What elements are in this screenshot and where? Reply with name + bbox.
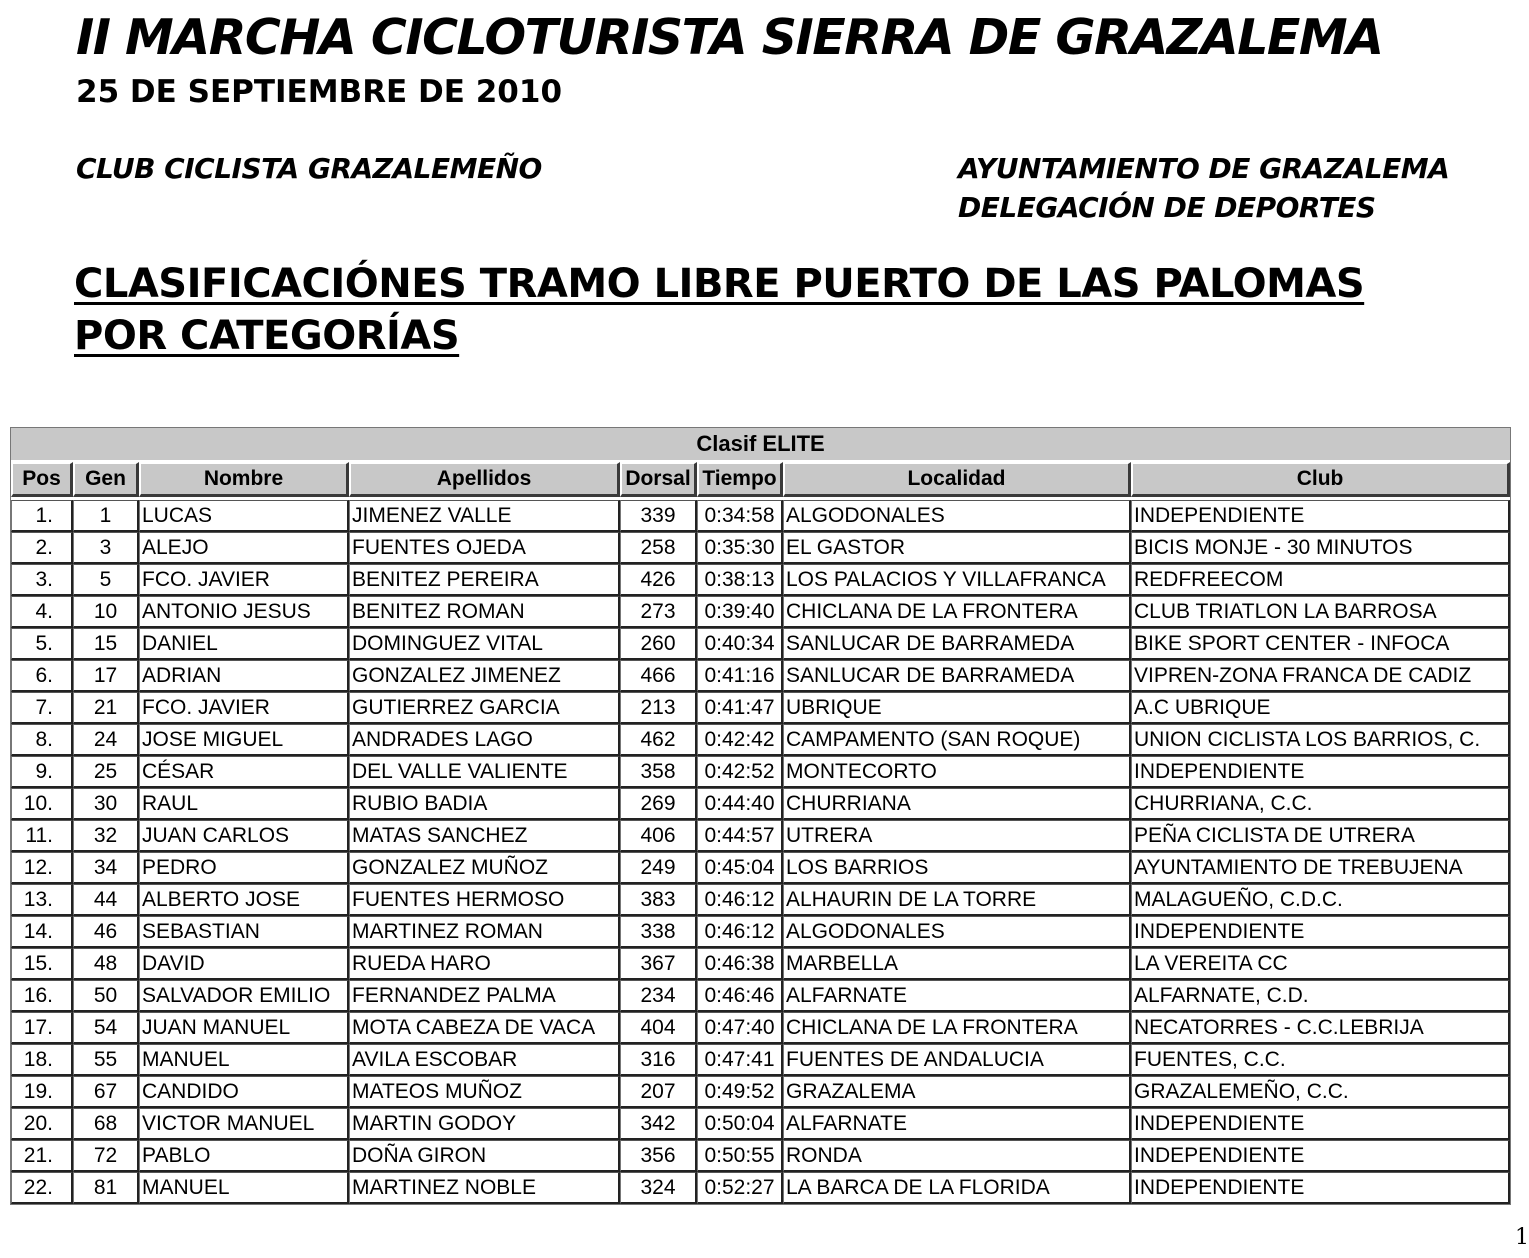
table-row [11, 724, 1510, 756]
results-table [10, 427, 1511, 1205]
cell-nombre: ALBERTO JOSE [139, 884, 349, 916]
cell-apellidos: MATAS SANCHEZ [349, 820, 620, 852]
cell-nombre: DANIEL [139, 628, 349, 660]
cell-nombre: SALVADOR EMILIO [139, 980, 349, 1012]
organizer-club: CLUB CICLISTA GRAZALEMEÑO [76, 152, 542, 185]
column-header-localidad: Localidad [783, 462, 1131, 497]
cell-dorsal: 207 [620, 1076, 697, 1108]
table-row [11, 564, 1510, 596]
cell-localidad: ALGODONALES [783, 500, 1131, 532]
cell-club: INDEPENDIENTE [1131, 500, 1510, 532]
cell-nombre: RAUL [139, 788, 349, 820]
cell-gen: 50 [73, 980, 139, 1012]
organizer-delegacion: DELEGACIÓN DE DEPORTES [958, 191, 1376, 224]
cell-pos: 13. [11, 884, 73, 916]
cell-nombre: FCO. JAVIER [139, 564, 349, 596]
column-header-club: Club [1131, 462, 1510, 497]
cell-apellidos: RUEDA HARO [349, 948, 620, 980]
table-row [11, 660, 1510, 692]
cell-nombre: ANTONIO JESUS [139, 596, 349, 628]
cell-dorsal: 339 [620, 500, 697, 532]
cell-pos: 3. [11, 564, 73, 596]
cell-nombre: PABLO [139, 1140, 349, 1172]
cell-apellidos: GONZALEZ MUÑOZ [349, 852, 620, 884]
table-row [11, 980, 1510, 1012]
cell-tiempo: 0:46:46 [697, 980, 783, 1012]
cell-dorsal: 316 [620, 1044, 697, 1076]
cell-dorsal: 273 [620, 596, 697, 628]
cell-pos: 22. [11, 1172, 73, 1204]
cell-gen: 32 [73, 820, 139, 852]
cell-nombre: PEDRO [139, 852, 349, 884]
cell-club: UNION CICLISTA LOS BARRIOS, C. [1131, 724, 1510, 756]
cell-club: INDEPENDIENTE [1131, 1172, 1510, 1204]
cell-apellidos: MATEOS MUÑOZ [349, 1076, 620, 1108]
cell-nombre: VICTOR MANUEL [139, 1108, 349, 1140]
cell-dorsal: 406 [620, 820, 697, 852]
cell-gen: 30 [73, 788, 139, 820]
cell-dorsal: 426 [620, 564, 697, 596]
cell-club: PEÑA CICLISTA DE UTRERA [1131, 820, 1510, 852]
cell-pos: 14. [11, 916, 73, 948]
cell-localidad: CHICLANA DE LA FRONTERA [783, 596, 1131, 628]
cell-gen: 10 [73, 596, 139, 628]
cell-nombre: DAVID [139, 948, 349, 980]
table-row [11, 948, 1510, 980]
cell-club: GRAZALEMEÑO, C.C. [1131, 1076, 1510, 1108]
cell-club: MALAGUEÑO, C.D.C. [1131, 884, 1510, 916]
cell-apellidos: MARTINEZ NOBLE [349, 1172, 620, 1204]
category-header: Clasif ELITE [11, 428, 1510, 462]
cell-pos: 6. [11, 660, 73, 692]
cell-tiempo: 0:47:41 [697, 1044, 783, 1076]
cell-pos: 5. [11, 628, 73, 660]
cell-club: VIPREN-ZONA FRANCA DE CADIZ [1131, 660, 1510, 692]
cell-localidad: LOS BARRIOS [783, 852, 1131, 884]
column-header-pos: Pos [11, 462, 73, 497]
cell-pos: 7. [11, 692, 73, 724]
cell-tiempo: 0:46:12 [697, 916, 783, 948]
cell-nombre: JUAN MANUEL [139, 1012, 349, 1044]
cell-pos: 11. [11, 820, 73, 852]
column-header-tiempo: Tiempo [697, 462, 783, 497]
cell-localidad: ALGODONALES [783, 916, 1131, 948]
table-row [11, 596, 1510, 628]
cell-club: INDEPENDIENTE [1131, 1108, 1510, 1140]
cell-club: CHURRIANA, C.C. [1131, 788, 1510, 820]
cell-gen: 25 [73, 756, 139, 788]
cell-localidad: ALFARNATE [783, 980, 1131, 1012]
cell-pos: 21. [11, 1140, 73, 1172]
cell-club: INDEPENDIENTE [1131, 916, 1510, 948]
cell-apellidos: MARTINEZ ROMAN [349, 916, 620, 948]
cell-nombre: SEBASTIAN [139, 916, 349, 948]
cell-apellidos: BENITEZ PEREIRA [349, 564, 620, 596]
cell-tiempo: 0:38:13 [697, 564, 783, 596]
cell-pos: 20. [11, 1108, 73, 1140]
classification-heading-line1: CLASIFICACIÓNES TRAMO LIBRE PUERTO DE LAS PALOMAS [74, 261, 1365, 307]
classification-heading [74, 258, 1364, 362]
cell-localidad: GRAZALEMA [783, 1076, 1131, 1108]
table-row [11, 1012, 1510, 1044]
cell-localidad: MONTECORTO [783, 756, 1131, 788]
cell-gen: 15 [73, 628, 139, 660]
cell-tiempo: 0:45:04 [697, 852, 783, 884]
cell-pos: 12. [11, 852, 73, 884]
cell-gen: 54 [73, 1012, 139, 1044]
cell-localidad: ALHAURIN DE LA TORRE [783, 884, 1131, 916]
cell-dorsal: 338 [620, 916, 697, 948]
cell-nombre: JOSE MIGUEL [139, 724, 349, 756]
table-row [11, 820, 1510, 852]
cell-nombre: FCO. JAVIER [139, 692, 349, 724]
table-row [11, 1140, 1510, 1172]
cell-nombre: CÉSAR [139, 756, 349, 788]
cell-apellidos: ANDRADES LAGO [349, 724, 620, 756]
cell-tiempo: 0:42:52 [697, 756, 783, 788]
column-header-gen: Gen [73, 462, 139, 497]
cell-tiempo: 0:47:40 [697, 1012, 783, 1044]
cell-nombre: CANDIDO [139, 1076, 349, 1108]
cell-tiempo: 0:50:55 [697, 1140, 783, 1172]
column-header-nombre: Nombre [139, 462, 349, 497]
cell-pos: 10. [11, 788, 73, 820]
cell-apellidos: AVILA ESCOBAR [349, 1044, 620, 1076]
cell-tiempo: 0:50:04 [697, 1108, 783, 1140]
cell-localidad: FUENTES DE ANDALUCIA [783, 1044, 1131, 1076]
cell-apellidos: MOTA CABEZA DE VACA [349, 1012, 620, 1044]
cell-apellidos: MARTIN GODOY [349, 1108, 620, 1140]
cell-nombre: MANUEL [139, 1044, 349, 1076]
cell-gen: 68 [73, 1108, 139, 1140]
cell-apellidos: GONZALEZ JIMENEZ [349, 660, 620, 692]
column-header-apellidos: Apellidos [349, 462, 620, 497]
cell-tiempo: 0:34:58 [697, 500, 783, 532]
cell-pos: 2. [11, 532, 73, 564]
cell-nombre: LUCAS [139, 500, 349, 532]
cell-club: NECATORRES - C.C.LEBRIJA [1131, 1012, 1510, 1044]
table-row [11, 500, 1510, 532]
cell-localidad: LA BARCA DE LA FLORIDA [783, 1172, 1131, 1204]
cell-gen: 48 [73, 948, 139, 980]
cell-dorsal: 356 [620, 1140, 697, 1172]
cell-gen: 24 [73, 724, 139, 756]
cell-gen: 81 [73, 1172, 139, 1204]
cell-dorsal: 462 [620, 724, 697, 756]
cell-localidad: CHICLANA DE LA FRONTERA [783, 1012, 1131, 1044]
cell-club: ALFARNATE, C.D. [1131, 980, 1510, 1012]
cell-dorsal: 258 [620, 532, 697, 564]
cell-gen: 21 [73, 692, 139, 724]
cell-tiempo: 0:49:52 [697, 1076, 783, 1108]
table-row [11, 884, 1510, 916]
cell-apellidos: DOMINGUEZ VITAL [349, 628, 620, 660]
organizer-ayuntamiento: AYUNTAMIENTO DE GRAZALEMA [958, 152, 1450, 185]
cell-club: CLUB TRIATLON LA BARROSA [1131, 596, 1510, 628]
cell-localidad: UBRIQUE [783, 692, 1131, 724]
cell-localidad: CAMPAMENTO (SAN ROQUE) [783, 724, 1131, 756]
cell-apellidos: RUBIO BADIA [349, 788, 620, 820]
table-row [11, 692, 1510, 724]
cell-dorsal: 269 [620, 788, 697, 820]
cell-apellidos: DEL VALLE VALIENTE [349, 756, 620, 788]
table-row [11, 1108, 1510, 1140]
table-row [11, 788, 1510, 820]
cell-localidad: RONDA [783, 1140, 1131, 1172]
cell-nombre: JUAN CARLOS [139, 820, 349, 852]
cell-club: FUENTES, C.C. [1131, 1044, 1510, 1076]
table-row [11, 532, 1510, 564]
cell-pos: 18. [11, 1044, 73, 1076]
cell-nombre: MANUEL [139, 1172, 349, 1204]
table-row [11, 756, 1510, 788]
cell-dorsal: 466 [620, 660, 697, 692]
cell-pos: 8. [11, 724, 73, 756]
cell-club: INDEPENDIENTE [1131, 1140, 1510, 1172]
cell-dorsal: 404 [620, 1012, 697, 1044]
cell-apellidos: FERNANDEZ PALMA [349, 980, 620, 1012]
cell-club: INDEPENDIENTE [1131, 756, 1510, 788]
cell-tiempo: 0:35:30 [697, 532, 783, 564]
cell-pos: 17. [11, 1012, 73, 1044]
cell-localidad: SANLUCAR DE BARRAMEDA [783, 660, 1131, 692]
cell-gen: 3 [73, 532, 139, 564]
cell-gen: 46 [73, 916, 139, 948]
cell-apellidos: GUTIERREZ GARCIA [349, 692, 620, 724]
cell-tiempo: 0:46:38 [697, 948, 783, 980]
cell-localidad: ALFARNATE [783, 1108, 1131, 1140]
event-title: II MARCHA CICLOTURISTA SIERRA DE GRAZALEMA [76, 9, 1383, 66]
cell-apellidos: FUENTES OJEDA [349, 532, 620, 564]
event-date: 25 DE SEPTIEMBRE DE 2010 [76, 74, 563, 110]
cell-apellidos: BENITEZ ROMAN [349, 596, 620, 628]
cell-nombre: ADRIAN [139, 660, 349, 692]
cell-tiempo: 0:46:12 [697, 884, 783, 916]
cell-apellidos: DOÑA GIRON [349, 1140, 620, 1172]
cell-gen: 17 [73, 660, 139, 692]
cell-tiempo: 0:42:42 [697, 724, 783, 756]
cell-tiempo: 0:41:47 [697, 692, 783, 724]
cell-dorsal: 342 [620, 1108, 697, 1140]
cell-apellidos: JIMENEZ VALLE [349, 500, 620, 532]
column-header-dorsal: Dorsal [620, 462, 697, 497]
column-header-row [11, 462, 1510, 497]
cell-localidad: SANLUCAR DE BARRAMEDA [783, 628, 1131, 660]
cell-localidad: MARBELLA [783, 948, 1131, 980]
page-number: 1 [1515, 1225, 1529, 1250]
cell-tiempo: 0:52:27 [697, 1172, 783, 1204]
cell-dorsal: 213 [620, 692, 697, 724]
cell-gen: 44 [73, 884, 139, 916]
table-row [11, 852, 1510, 884]
results-body [11, 500, 1510, 1204]
cell-tiempo: 0:40:34 [697, 628, 783, 660]
cell-pos: 16. [11, 980, 73, 1012]
cell-pos: 4. [11, 596, 73, 628]
table-row [11, 628, 1510, 660]
cell-pos: 1. [11, 500, 73, 532]
cell-gen: 34 [73, 852, 139, 884]
table-row [11, 1172, 1510, 1204]
table-row [11, 916, 1510, 948]
cell-localidad: LOS PALACIOS Y VILLAFRANCA [783, 564, 1131, 596]
cell-club: BICIS MONJE - 30 MINUTOS [1131, 532, 1510, 564]
cell-dorsal: 260 [620, 628, 697, 660]
cell-dorsal: 249 [620, 852, 697, 884]
classification-heading-line2: POR CATEGORÍAS [74, 313, 460, 359]
cell-club: BIKE SPORT CENTER - INFOCA [1131, 628, 1510, 660]
cell-pos: 19. [11, 1076, 73, 1108]
cell-gen: 55 [73, 1044, 139, 1076]
cell-club: LA VEREITA CC [1131, 948, 1510, 980]
table-row [11, 1044, 1510, 1076]
cell-dorsal: 358 [620, 756, 697, 788]
cell-localidad: UTRERA [783, 820, 1131, 852]
cell-gen: 72 [73, 1140, 139, 1172]
cell-tiempo: 0:41:16 [697, 660, 783, 692]
cell-tiempo: 0:44:57 [697, 820, 783, 852]
cell-pos: 15. [11, 948, 73, 980]
cell-dorsal: 367 [620, 948, 697, 980]
cell-nombre: ALEJO [139, 532, 349, 564]
cell-gen: 5 [73, 564, 139, 596]
cell-gen: 1 [73, 500, 139, 532]
cell-club: REDFREECOM [1131, 564, 1510, 596]
cell-gen: 67 [73, 1076, 139, 1108]
cell-club: AYUNTAMIENTO DE TREBUJENA [1131, 852, 1510, 884]
cell-dorsal: 234 [620, 980, 697, 1012]
cell-club: A.C UBRIQUE [1131, 692, 1510, 724]
cell-apellidos: FUENTES HERMOSO [349, 884, 620, 916]
cell-localidad: EL GASTOR [783, 532, 1131, 564]
cell-pos: 9. [11, 756, 73, 788]
cell-dorsal: 383 [620, 884, 697, 916]
cell-tiempo: 0:39:40 [697, 596, 783, 628]
table-row [11, 1076, 1510, 1108]
cell-tiempo: 0:44:40 [697, 788, 783, 820]
cell-dorsal: 324 [620, 1172, 697, 1204]
cell-localidad: CHURRIANA [783, 788, 1131, 820]
